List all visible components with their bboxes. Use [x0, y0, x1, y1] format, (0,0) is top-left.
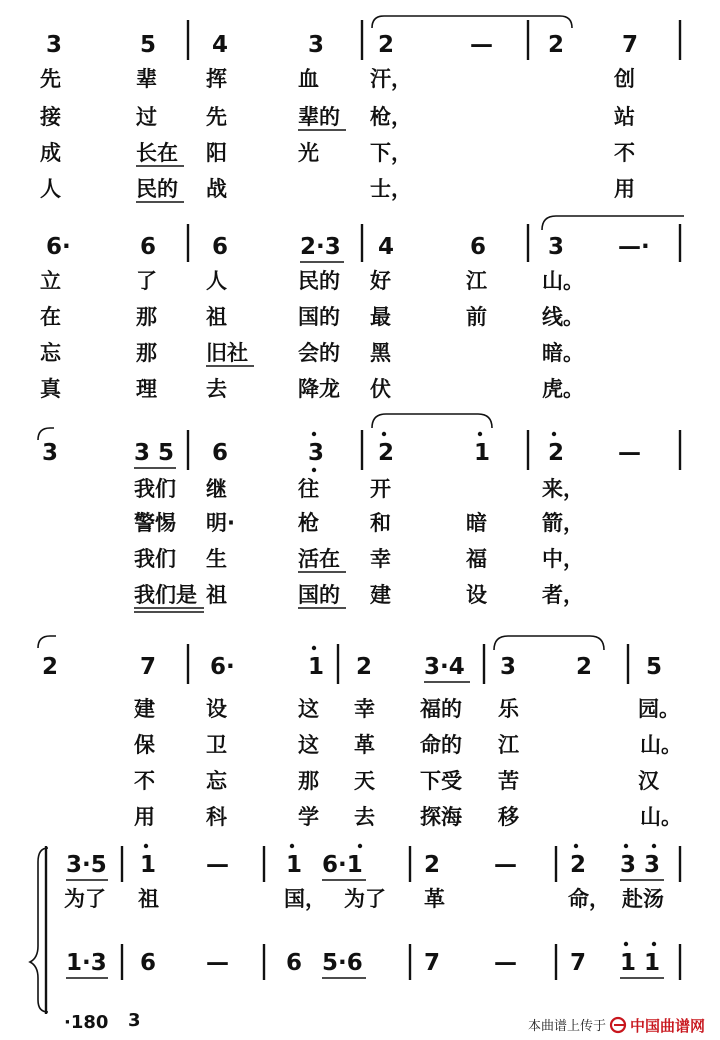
lyric: 幸 — [370, 547, 391, 571]
lyric: 国的 — [298, 305, 340, 329]
note: — — [470, 32, 493, 58]
lyric: 学 — [298, 805, 319, 829]
lyric: 用 — [134, 805, 155, 829]
note: 2 — [356, 654, 373, 680]
lyric: 那 — [298, 769, 319, 793]
lyric: 祖 — [138, 887, 159, 911]
lyric: 命的 — [420, 733, 462, 757]
note: 5·6 — [322, 950, 363, 976]
lyric: 我们 — [134, 547, 176, 571]
lyric: 站 — [614, 105, 635, 129]
lyric: 汗， — [370, 67, 412, 91]
lyric: 会的 — [298, 341, 340, 365]
note: 3 — [46, 32, 63, 58]
lyric-line — [64, 887, 664, 912]
upper-part — [66, 844, 680, 882]
lyric: 建 — [370, 583, 391, 607]
lyric: 辈的 — [298, 105, 340, 129]
watermark-text: 本曲谱上传于 — [528, 1019, 607, 1034]
lyric-line-3 — [134, 769, 660, 793]
octave-dot — [574, 844, 578, 848]
lower-part — [66, 942, 680, 980]
lyric: 这 — [298, 733, 319, 757]
note: 2 — [378, 32, 395, 58]
lyric: 江 — [498, 733, 519, 757]
lyric: 我们 — [134, 477, 176, 501]
note: 6· — [210, 654, 235, 680]
lyric-line-4 — [134, 805, 682, 829]
note: — — [494, 950, 517, 976]
page-number: ·180 — [64, 1012, 109, 1033]
note: 2 — [576, 654, 593, 680]
lyric: 天 — [354, 769, 375, 793]
note: — — [206, 852, 229, 878]
lyric: 中， — [542, 547, 584, 571]
lyric: 山。 — [640, 805, 682, 829]
lyric: 血 — [298, 67, 319, 91]
note: 3 — [308, 32, 325, 58]
lyric: 卫 — [206, 733, 227, 757]
lyric: 旧社 — [206, 341, 248, 365]
lyric: 忘 — [40, 341, 61, 365]
lyric: 革 — [424, 887, 445, 911]
lyric: 那 — [136, 305, 157, 329]
lyric: 前 — [466, 305, 487, 329]
lyric: 国， — [284, 887, 326, 911]
lyric-line-1 — [134, 697, 680, 721]
lyric: 福的 — [420, 697, 462, 721]
lyric-line-2 — [40, 305, 584, 329]
lyric: 和 — [370, 511, 391, 535]
octave-dot — [624, 942, 628, 946]
lyric: 枪， — [370, 105, 412, 129]
note: 5 — [646, 654, 663, 680]
octave-dot — [552, 432, 556, 436]
system-1 — [39, 16, 680, 202]
lyric: 赴汤 — [622, 887, 664, 911]
lyric: 挥 — [206, 67, 227, 91]
lyric-line-3 — [40, 141, 635, 166]
lyric-line-4 — [40, 377, 584, 401]
lyric: 继 — [206, 477, 227, 501]
lyric: 那 — [136, 341, 157, 365]
lyric-line-2 — [39, 105, 635, 130]
lyric: 来， — [542, 477, 584, 501]
lyric: 国的 — [298, 583, 340, 607]
lyric: 成 — [40, 141, 61, 165]
lyric: 降龙 — [298, 377, 340, 401]
lyric: 为了 — [344, 887, 386, 911]
lyric: 苦 — [498, 769, 519, 793]
page-mark: 3 — [128, 1010, 141, 1031]
note: — — [618, 440, 641, 466]
note: 2 — [424, 852, 441, 878]
lyric-line-4 — [40, 177, 635, 202]
note: 7 — [424, 950, 441, 976]
watermark — [528, 1017, 705, 1035]
note: 4 — [212, 32, 229, 58]
lyric: 者， — [542, 583, 584, 607]
watermark-site-name: 中国曲谱网 — [630, 1017, 706, 1035]
note: 3 — [548, 234, 565, 260]
octave-dot — [290, 844, 294, 848]
lyric: 这 — [298, 697, 319, 721]
note: 1 — [474, 440, 491, 466]
note: 7 — [140, 654, 157, 680]
note: 3 3 — [620, 852, 661, 878]
note: 2 — [378, 440, 395, 466]
lyric: 虎。 — [542, 377, 584, 401]
lyric: 枪 — [298, 511, 319, 535]
lyric: 汉 — [638, 769, 659, 793]
lyric: 祖 — [206, 305, 227, 329]
lyric: 山。 — [640, 733, 682, 757]
lyric: 保 — [134, 733, 155, 757]
note: 6 — [140, 950, 157, 976]
note: 7 — [622, 32, 639, 58]
note: 2·3 — [300, 234, 341, 260]
lyric: 在 — [40, 305, 61, 329]
octave-dot — [312, 646, 316, 650]
note: 3·4 — [424, 654, 465, 680]
note: 6 — [286, 950, 303, 976]
lyric-line-2 — [134, 511, 584, 536]
lyric: 我们是 — [134, 583, 197, 607]
tie-slur — [542, 216, 684, 230]
lyric: 阳 — [206, 141, 227, 165]
octave-dot — [652, 942, 656, 946]
octave-dot — [144, 844, 148, 848]
note: 2 — [42, 654, 59, 680]
lyric: 祖 — [206, 583, 227, 607]
lyric: 最 — [370, 305, 391, 329]
lyric-line-2 — [134, 733, 682, 757]
lyric: 接 — [40, 105, 61, 129]
volta-bracket — [38, 636, 56, 648]
note: 6·1 — [322, 852, 363, 878]
note: 6 — [140, 234, 157, 260]
tie-slur — [494, 636, 604, 650]
system-3 — [38, 414, 680, 612]
lyric: 江 — [466, 269, 487, 293]
lyric-line-4 — [134, 583, 584, 612]
lyric: 生 — [206, 547, 227, 571]
lyric: 士， — [370, 177, 412, 201]
page-footer — [64, 1010, 141, 1033]
lyric: 辈 — [136, 67, 157, 91]
note: 3 — [42, 440, 59, 466]
lyric: 民的 — [136, 177, 178, 201]
lyric: 暗。 — [542, 341, 584, 365]
lyric-line-3 — [40, 341, 584, 366]
lyric: 活在 — [298, 547, 340, 571]
lyric: 光 — [298, 141, 319, 165]
lyric-line-3 — [134, 547, 584, 572]
lyric: 忘 — [206, 769, 227, 793]
lyric: 乐 — [498, 697, 519, 721]
tie-slur — [372, 414, 492, 428]
lyric: 明· — [206, 511, 235, 535]
octave-dot — [652, 844, 656, 848]
lyric: 先 — [206, 105, 227, 129]
lyric: 山。 — [542, 269, 584, 293]
lyric: 用 — [614, 177, 635, 201]
note: — — [206, 950, 229, 976]
lyric: 去 — [206, 377, 227, 401]
lyric: 暗 — [466, 511, 487, 535]
lyric: 不 — [614, 141, 635, 165]
lyric: 设 — [206, 697, 227, 721]
lyric: 线。 — [542, 305, 584, 329]
note: 1 — [308, 654, 325, 680]
note: 6 — [212, 234, 229, 260]
octave-dot — [624, 844, 628, 848]
octave-dot — [382, 432, 386, 436]
lyric: 去 — [354, 805, 375, 829]
octave-dot — [312, 432, 316, 436]
note: — — [494, 852, 517, 878]
lyric: 开 — [370, 477, 391, 501]
note: 2 — [548, 32, 565, 58]
note: 3·5 — [66, 852, 107, 878]
note: 1 — [286, 852, 303, 878]
lyric: 建 — [134, 697, 155, 721]
volta-bracket — [38, 428, 54, 440]
lyric: 真 — [40, 377, 61, 401]
note: 1·3 — [66, 950, 107, 976]
lyric: 下受 — [420, 769, 462, 793]
note: 3 — [308, 440, 325, 466]
lyric: 幸 — [354, 697, 375, 721]
note: 5 — [140, 32, 157, 58]
octave-dot — [312, 468, 316, 472]
lyric: 移 — [498, 805, 519, 829]
lyric: 福 — [466, 547, 487, 571]
lyric: 人 — [40, 177, 61, 201]
lyric: 科 — [206, 805, 227, 829]
lyric: 往 — [298, 477, 319, 501]
lyric-line-1 — [40, 269, 584, 293]
note: 3 — [500, 654, 517, 680]
lyric: 设 — [466, 583, 487, 607]
lyric: 探海 — [420, 805, 462, 829]
lyric: 先 — [40, 67, 61, 91]
lyric: 黑 — [370, 341, 391, 365]
lyric: 革 — [354, 733, 375, 757]
note: 2 — [548, 440, 565, 466]
note: 1 1 — [620, 950, 661, 976]
lyric-line-1 — [134, 477, 584, 502]
lyric: 战 — [206, 177, 227, 201]
note: 4 — [378, 234, 395, 260]
lyric: 命， — [568, 887, 610, 911]
note: 6· — [46, 234, 71, 260]
lyric: 了 — [136, 269, 157, 293]
lyric: 过 — [136, 105, 157, 129]
lyric: 箭， — [542, 511, 584, 535]
lyric: 民的 — [298, 269, 340, 293]
lyric: 立 — [40, 269, 61, 293]
system-5 — [30, 844, 680, 1014]
lyric: 长在 — [136, 141, 178, 165]
lyric: 创 — [614, 67, 635, 91]
lyric: 园。 — [638, 697, 680, 721]
lyric-line-1 — [40, 67, 635, 92]
octave-dot — [478, 432, 482, 436]
note: 6 — [470, 234, 487, 260]
note: 1 — [140, 852, 157, 878]
note: 3 5 — [134, 440, 175, 466]
note: 7 — [570, 950, 587, 976]
lyric: 理 — [136, 377, 157, 401]
lyric: 好 — [370, 269, 391, 293]
lyric: 伏 — [370, 377, 391, 401]
lyric: 下， — [370, 141, 412, 165]
note: 2 — [570, 852, 587, 878]
lyric: 为了 — [64, 887, 106, 911]
system-4 — [38, 636, 682, 829]
lyric: 警惕 — [134, 511, 176, 535]
octave-dot — [358, 844, 362, 848]
lyric: 人 — [206, 269, 227, 293]
note: —· — [618, 234, 650, 260]
note: 6 — [212, 440, 229, 466]
system-2 — [40, 216, 684, 401]
lyric: 不 — [134, 769, 155, 793]
site-logo-icon — [611, 1018, 625, 1032]
tie-slur — [372, 16, 572, 28]
